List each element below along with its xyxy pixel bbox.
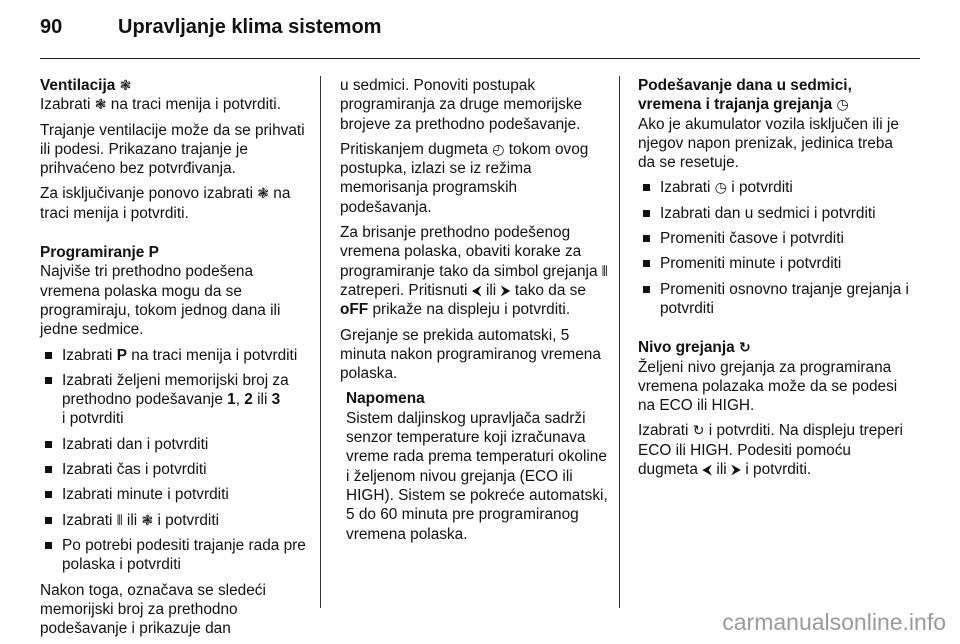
- paragraph: Za isključivanje ponovo izabrati ❃ na traci menija i potvrditi.: [40, 185, 291, 222]
- paragraph: Trajanje ventilacije može da se prihvati ili podesi. Prikazano trajanje je prihvaćeno bez potvrđivanja.: [40, 121, 305, 178]
- list-item: Promeniti minute i potvrditi: [638, 254, 910, 273]
- list-item: Izabrati P na traci menija i potvrditi: [40, 346, 308, 365]
- arrow-left-icon: ⮜: [702, 461, 713, 478]
- paragraph: Ako je akumulator vozila isključen ili je njegov napon prenizak, jedinica treba da se resetuje.: [638, 115, 899, 172]
- clock-icon: ◷: [836, 96, 849, 113]
- page-number: 90: [40, 16, 63, 38]
- section-heading-ventilation: Ventilacija ❃: [40, 77, 132, 94]
- watermark: carmanualsonline.info: [722, 609, 946, 635]
- paragraph: Pritiskanjem dugmeta ◴ tokom ovog postupka, izlazi se iz režima memorisanja programskih podešavanja.: [340, 140, 589, 216]
- section-heading-programming: Programiranje P: [40, 244, 159, 262]
- paragraph: Izabrati ❃ na traci menija i potvrditi.: [40, 96, 281, 114]
- step-list: [638, 178, 910, 318]
- list-item: Izabrati dan u sedmici i potvrditi: [638, 204, 910, 223]
- section-heading-level: Nivo grejanja ↻: [638, 339, 751, 357]
- paragraph: Za brisanje prethodno podešenog vremena polaska, obaviti korake za programiranje tako da simbol grejanja ⫴ zatreperi. Pritisnuti ⮜ ili ⮞ tako da se oFF prikaže na displeju i potvrditi.: [340, 224, 608, 319]
- page-title: Upravljanje klima sistemom: [118, 16, 382, 38]
- list-item: Izabrati čas i potvrditi: [40, 460, 308, 479]
- paragraph: Najviše tri prethodno podešena vremena polaska mogu da se programiraju, tokom jednog dana ili jedne sedmice.: [40, 263, 281, 339]
- timer-icon: ◴: [492, 140, 505, 157]
- paragraph: u sedmici. Ponoviti postupak programiranja za druge memorijske brojeve za prethodno podešavanje.: [340, 77, 583, 133]
- header-rule: [40, 58, 920, 59]
- note-heading: Napomena: [346, 390, 425, 408]
- arrow-right-icon: ⮞: [500, 281, 511, 298]
- fan-icon: ❃: [141, 511, 154, 528]
- paragraph: Željeni nivo grejanja za programirana vremena polazaka može da se podesi na ECO ili HIGH.: [638, 358, 898, 415]
- section-heading-settings: Podešavanje dana u sedmici, vremena i trajanja grejanja ◷: [638, 77, 852, 114]
- column-divider: [320, 76, 321, 608]
- arrow-left-icon: ⮜: [471, 281, 482, 298]
- list-item: Izabrati ⫴ ili ❃ i potvrditi: [40, 511, 308, 530]
- note-box: [340, 389, 608, 543]
- column-divider: [619, 76, 620, 608]
- column-3: [638, 76, 910, 485]
- list-item: Izabrati ◷ i potvrditi: [638, 178, 910, 197]
- step-list: [40, 346, 308, 575]
- heat-icon: ⫴: [601, 262, 608, 279]
- list-item: Izabrati dan i potvrditi: [40, 435, 308, 454]
- list-item: Izabrati minute i potvrditi: [40, 485, 308, 504]
- page-header: [40, 16, 920, 39]
- column-2: [340, 76, 608, 550]
- clock-icon: ◷: [714, 179, 727, 196]
- fan-icon: ❃: [94, 96, 107, 113]
- list-item: Promeniti časove i potvrditi: [638, 229, 910, 248]
- level-icon: ↻: [692, 422, 705, 439]
- heat-icon: ⫴: [116, 511, 123, 528]
- list-item: Promeniti osnovno trajanje grejanja i potvrditi: [638, 280, 910, 319]
- arrow-right-icon: ⮞: [730, 461, 742, 478]
- fan-icon: ❃: [119, 77, 132, 93]
- paragraph: Nakon toga, označava se sledeći memorijski broj za prethodno podešavanje i prikazuje dan: [40, 581, 266, 638]
- note-text: Sistem daljinskog upravljača sadrži senzor temperature koji izračunava vreme rada prema temperaturi okoline i željenom nivou grejanja (ECO ili HIGH). Sistem se pokreće automatski, 5 do 60 minuta pre programiranog vremena polaska.: [346, 409, 608, 543]
- paragraph: Grejanje se prekida automatski, 5 minuta nakon programiranog vremena polaska.: [340, 326, 601, 383]
- list-item: Po potrebi podesiti trajanje rada pre polaska i potvrditi: [40, 536, 308, 575]
- fan-icon: ❃: [257, 185, 270, 202]
- level-icon: ↻: [738, 339, 751, 356]
- paragraph: Izabrati ↻ i potvrditi. Na displeju treperi ECO ili HIGH. Podesiti pomoću dugmeta ⮜ ili ⮞ i potvrditi.: [638, 422, 903, 479]
- column-1: [40, 76, 308, 644]
- list-item: Izabrati željeni memorijski broj za prethodno podešavanje 1, 2 ili 3 i potvrditi: [40, 371, 308, 429]
